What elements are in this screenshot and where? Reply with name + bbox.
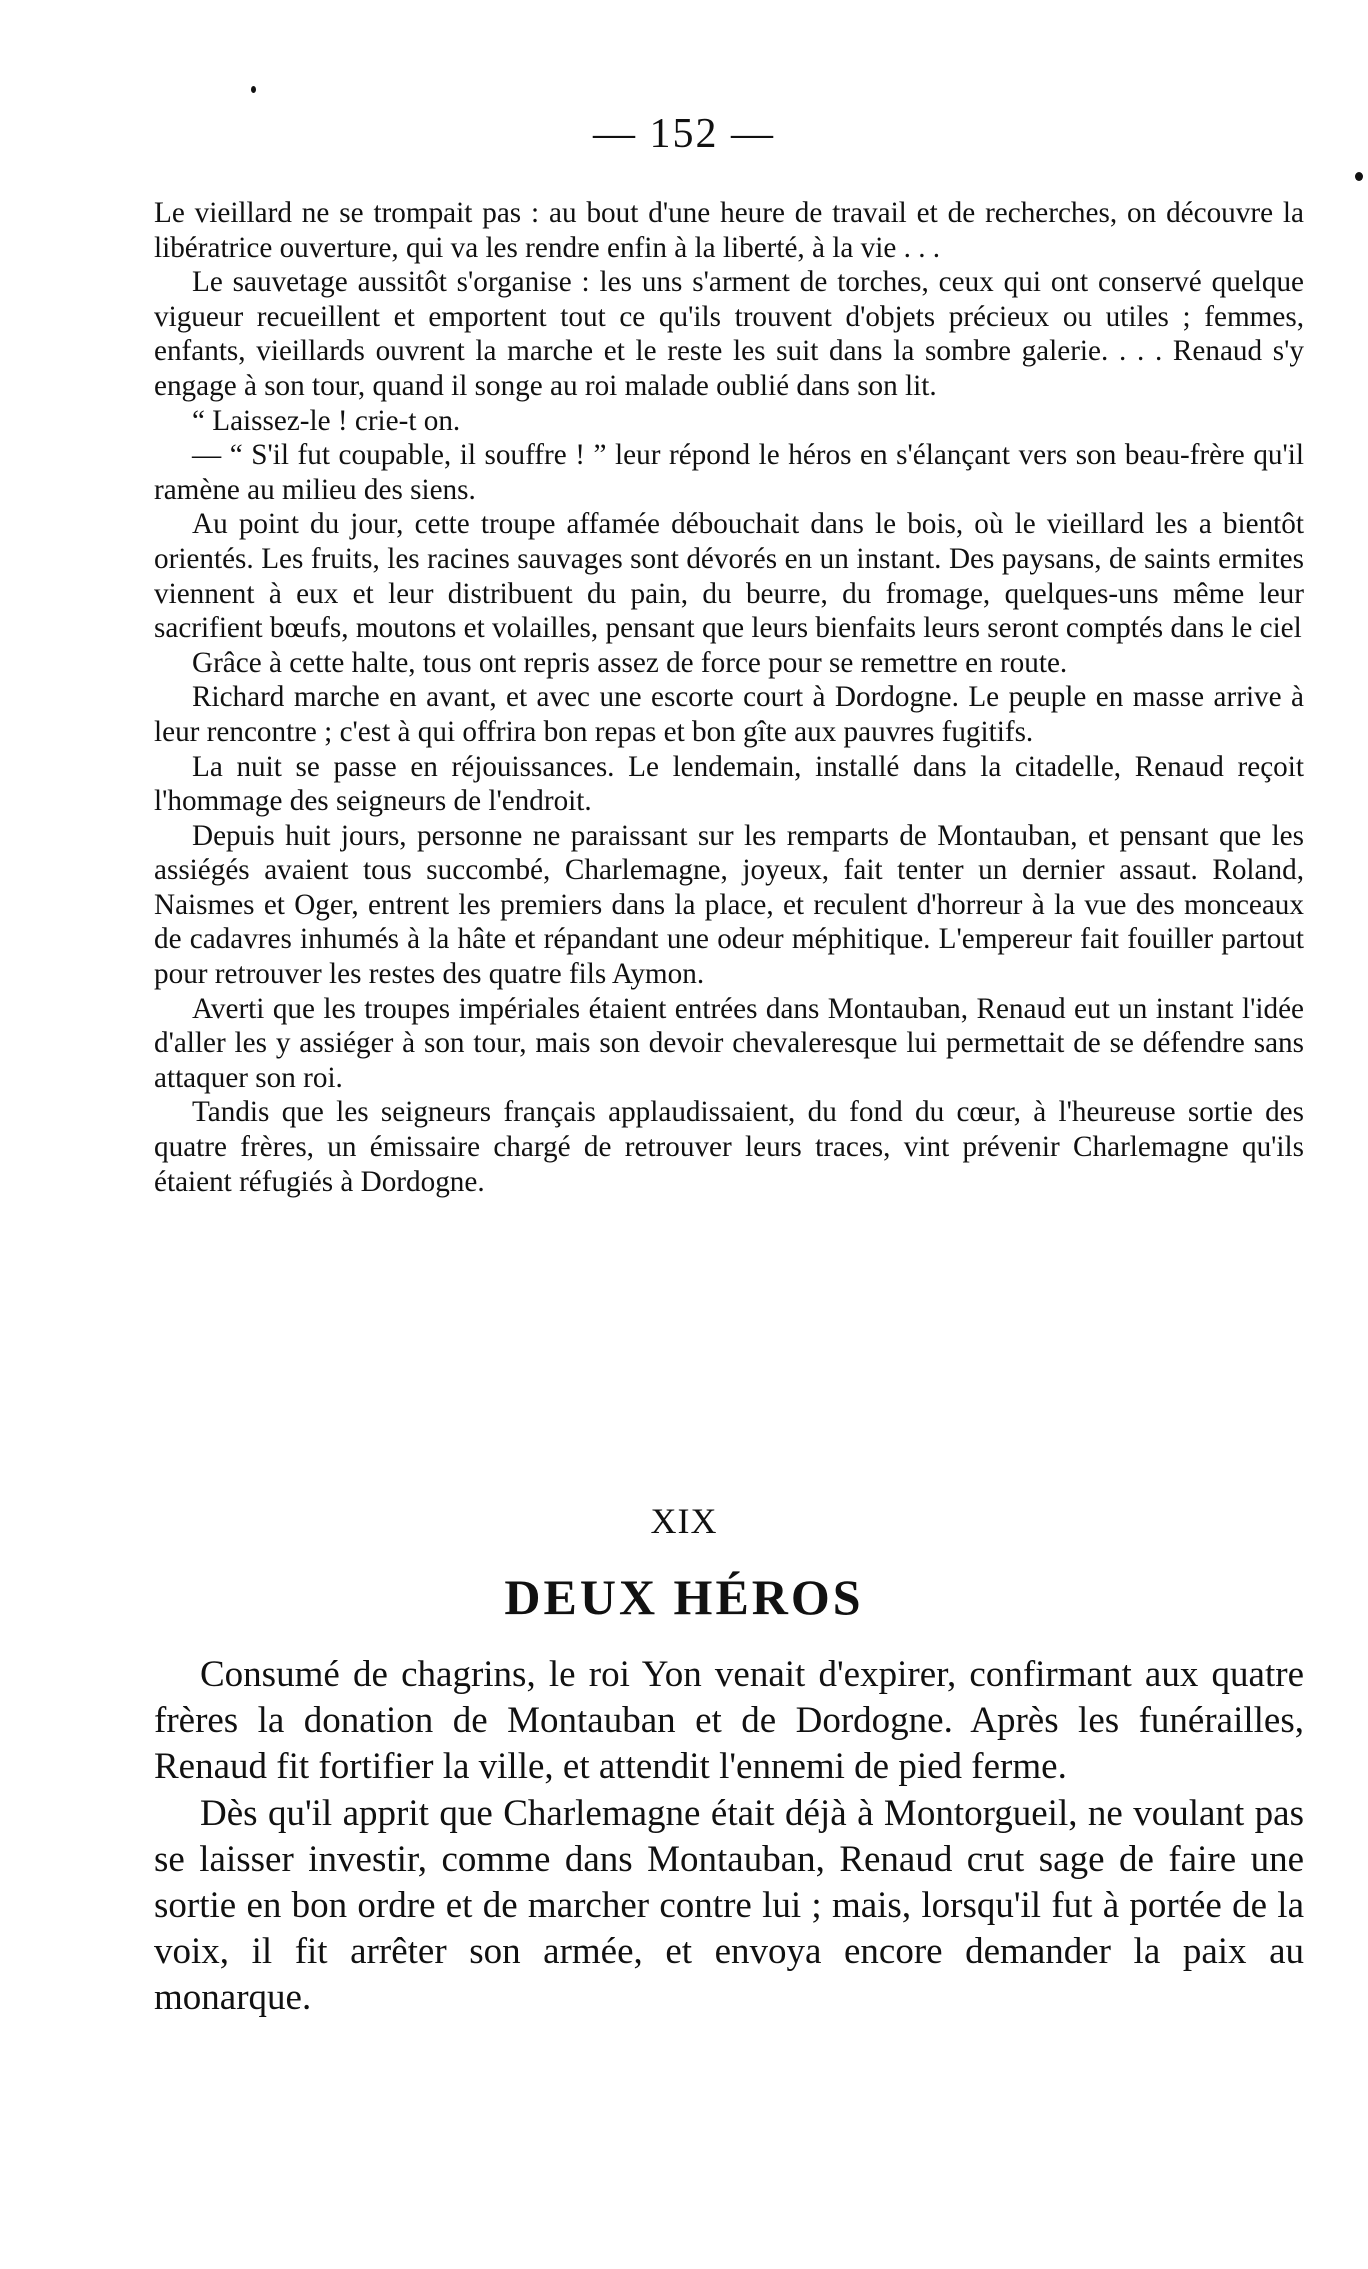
page-number: — 152 — xyxy=(593,111,775,157)
paragraph: — “ S'il fut coupable, il souffre ! ” leur répond le héros en s'élançant vers son beau-frère qu'il ramène au milieu des siens. xyxy=(154,439,1304,506)
chapter-number: XIX xyxy=(650,1501,718,1541)
paragraph: Le vieillard ne se trompait pas : au bout d'une heure de travail et de recherches, on découvre la libératrice ouverture, qui va les rendre enfin à la liberté, à la vie . . . xyxy=(154,197,1304,264)
paragraph: Consumé de chagrins, le roi Yon venait d'expirer, confirmant aux quatre frères la donation de Montauban et de Dordogne. Après les funérailles, Renaud fit fortifier la ville, et attendit l'ennemi de pied ferme. xyxy=(154,1654,1304,1788)
paragraph: Averti que les troupes impériales étaient entrées dans Montauban, Renaud eut un instant l'idée d'aller les y assiéger à son tour, mais son devoir chevaleresque lui permettait de se défendre sans attaquer son roi. xyxy=(154,992,1304,1094)
paragraph: Grâce à cette halte, tous ont repris assez de force pour se remettre en route. xyxy=(192,646,1068,679)
previous-chapter-text xyxy=(154,196,1304,1199)
paragraph: Depuis huit jours, personne ne paraissant sur les remparts de Montauban, et pensant que les assiégés avaient tous succombé, Charlemagne, joyeux, fait tenter un dernier assaut. Roland, Naismes et Oger, entrent les premiers dans la place, et reculent d'horreur à la vue des monceaux de cadavres inhumés à la hâte et répandant une odeur méphitique. L'empereur fait fouiller partout pour retrouver les restes des quatre fils Aymon. xyxy=(154,819,1304,991)
ink-speck-top-left xyxy=(251,86,256,93)
chapter-title: DEUX HÉROS xyxy=(504,1569,864,1625)
paragraph: Dès qu'il apprit que Charlemagne était déjà à Montorgueil, ne voulant pas se laisser investir, comme dans Montauban, Renaud crut sage de faire une sortie en bon ordre et de marcher contre lui ; mais, lorsqu'il fut à portée de la voix, il fit arrêter son armée, et envoya encore demander la paix au monarque. xyxy=(154,1792,1304,2019)
paragraph: Au point du jour, cette troupe affamée débouchait dans le bois, où le vieillard les a bientôt orientés. Les fruits, les racines sauvages sont dévorés en un instant. Des paysans, de saints ermites viennent à eux et leur distribuent du pain, du beurre, du fromage, quelques-uns même leur sacrifient bœufs, moutons et volailles, pensant que leurs bienfaits leurs seront comptés dans le ciel xyxy=(154,508,1304,645)
paragraph: La nuit se passe en réjouissances. Le lendemain, installé dans la citadelle, Renaud reçoit l'hommage des seigneurs de l'endroit. xyxy=(154,750,1304,818)
paragraph: Le sauvetage aussitôt s'organise : les uns s'arment de torches, ceux qui ont conservé quelque vigueur recueillent et emportent tout ce qu'ils trouvent d'objets précieux ou utiles ; femmes, enfants, vieillards ouvrent la marche et le reste les suit dans la sombre galerie. . . . Renaud s'y engage à son tour, quand il songe au roi malade oublié dans son lit. xyxy=(154,266,1304,402)
ink-speck-right xyxy=(1355,172,1363,181)
paragraph: Tandis que les seigneurs français applaudissaient, du fond du cœur, à l'heureuse sortie des quatre frères, un émissaire chargé de retrouver leurs traces, vint prévenir Charlemagne qu'ils étaient réfugiés à Dordogne. xyxy=(154,1096,1304,1198)
chapter-text xyxy=(154,1652,1304,2022)
paragraph: “ Laissez-le ! crie-t on. xyxy=(192,404,461,437)
paragraph: Richard marche en avant, et avec une escorte court à Dordogne. Le peuple en masse arrive à leur rencontre ; c'est à qui offrira bon repas et bon gîte aux pauvres fugitifs. xyxy=(154,681,1304,748)
